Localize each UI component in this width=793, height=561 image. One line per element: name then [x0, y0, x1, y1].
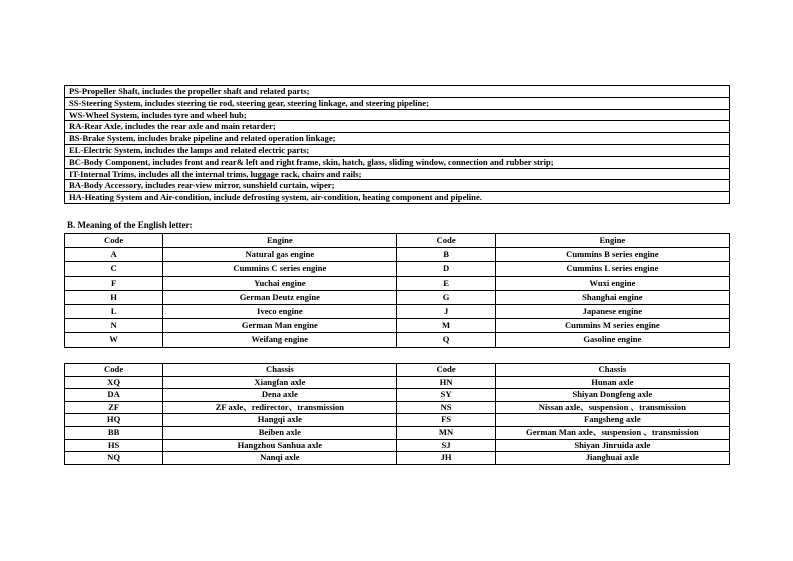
- system-description: PS-Propeller Shaft, includes the propeller shaft and related parts;: [65, 86, 730, 98]
- system-description: WS-Wheel System, includes tyre and wheel hub;: [65, 109, 730, 121]
- table-row: [65, 192, 730, 204]
- description-cell: Shiyan Jinruida axle: [495, 439, 729, 452]
- chassis-rows: [65, 376, 730, 464]
- code-cell: J: [397, 305, 495, 319]
- code-cell: F: [65, 276, 163, 290]
- description-cell: Dena axle: [163, 389, 397, 402]
- description-cell: Beiben axle: [163, 426, 397, 439]
- code-cell: N: [65, 319, 163, 333]
- table-row: [65, 109, 730, 121]
- code-cell: HN: [397, 376, 495, 389]
- code-cell: ZF: [65, 401, 163, 414]
- system-description: BA-Body Accessory, includes rear-view mirror, sunshield curtain, wiper;: [65, 180, 730, 192]
- description-cell: Yuchai engine: [163, 276, 397, 290]
- code-cell: SY: [397, 389, 495, 402]
- table-row: [65, 376, 730, 389]
- system-description: BS-Brake System, includes brake pipeline and related operation linkage;: [65, 133, 730, 145]
- table-header-row: [65, 364, 730, 377]
- header-engine: Engine: [495, 234, 729, 248]
- table-row: [65, 276, 730, 290]
- header-code: Code: [65, 364, 163, 377]
- description-cell: Iveco engine: [163, 305, 397, 319]
- description-cell: Wuxi engine: [495, 276, 729, 290]
- code-cell: DA: [65, 389, 163, 402]
- code-cell: W: [65, 333, 163, 347]
- system-abbreviations-table: [64, 85, 730, 204]
- table-row: [65, 144, 730, 156]
- code-cell: B: [397, 248, 495, 262]
- code-cell: HQ: [65, 414, 163, 427]
- table-header-row: [65, 234, 730, 248]
- table-row: [65, 156, 730, 168]
- code-cell: FS: [397, 414, 495, 427]
- table-row: [65, 248, 730, 262]
- code-cell: NQ: [65, 452, 163, 465]
- code-cell: HS: [65, 439, 163, 452]
- description-cell: German Man axle、suspension 、transmission: [495, 426, 729, 439]
- table-row: [65, 452, 730, 465]
- description-cell: ZF axle、redirector、transmission: [163, 401, 397, 414]
- description-cell: Fangsheng axle: [495, 414, 729, 427]
- code-cell: BB: [65, 426, 163, 439]
- code-cell: L: [65, 305, 163, 319]
- description-cell: Nissan axle、suspension 、transmission: [495, 401, 729, 414]
- code-cell: G: [397, 290, 495, 304]
- table-row: [65, 262, 730, 276]
- header-code: Code: [397, 234, 495, 248]
- table-row: [65, 439, 730, 452]
- description-cell: Shiyan Dongfeng axle: [495, 389, 729, 402]
- code-cell: JH: [397, 452, 495, 465]
- description-cell: Cummins C series engine: [163, 262, 397, 276]
- code-cell: SJ: [397, 439, 495, 452]
- description-cell: German Deutz engine: [163, 290, 397, 304]
- engine-rows: [65, 248, 730, 347]
- table-row: [65, 401, 730, 414]
- table-row: [65, 305, 730, 319]
- table-row: [65, 414, 730, 427]
- system-description: RA-Rear Axle, includes the rear axle and main retarder;: [65, 121, 730, 133]
- code-cell: NS: [397, 401, 495, 414]
- table-row: [65, 333, 730, 347]
- code-cell: H: [65, 290, 163, 304]
- code-cell: XQ: [65, 376, 163, 389]
- description-cell: Cummins B series engine: [495, 248, 729, 262]
- description-cell: Cummins L series engine: [495, 262, 729, 276]
- system-description: EL-Electric System, includes the lamps and related electric parts;: [65, 144, 730, 156]
- table-row: [65, 319, 730, 333]
- code-cell: E: [397, 276, 495, 290]
- code-cell: MN: [397, 426, 495, 439]
- table-row: [65, 97, 730, 109]
- header-code: Code: [397, 364, 495, 377]
- table-row: [65, 290, 730, 304]
- code-cell: D: [397, 262, 495, 276]
- engine-code-table: [64, 233, 730, 348]
- table-row: [65, 86, 730, 98]
- system-description: IT-Internal Trims, includes all the internal trims, luggage rack, chairs and rails;: [65, 168, 730, 180]
- system-description: SS-Steering System, includes steering tie rod, steering gear, steering linkage, and steering pipeline;: [65, 97, 730, 109]
- system-rows: [65, 86, 730, 204]
- code-cell: M: [397, 319, 495, 333]
- table-row: [65, 180, 730, 192]
- description-cell: Hangzhou Sanhua axle: [163, 439, 397, 452]
- description-cell: Hunan axle: [495, 376, 729, 389]
- header-chassis: Chassis: [163, 364, 397, 377]
- table-row: [65, 168, 730, 180]
- description-cell: Weifang engine: [163, 333, 397, 347]
- system-description: HA-Heating System and Air-condition, include defrosting system, air-condition, heating component and pipeline.: [65, 192, 730, 204]
- description-cell: Natural gas engine: [163, 248, 397, 262]
- header-engine: Engine: [163, 234, 397, 248]
- table-row: [65, 426, 730, 439]
- section-b-heading: B. Meaning of the English letter:: [67, 220, 193, 230]
- table-row: [65, 389, 730, 402]
- description-cell: Jianghuai axle: [495, 452, 729, 465]
- system-description: BC-Body Component, includes front and rear& left and right frame, skin, hatch, glass, sliding window, connection and rubber strip;: [65, 156, 730, 168]
- table-row: [65, 133, 730, 145]
- description-cell: Gasoline engine: [495, 333, 729, 347]
- description-cell: Cummins M series engine: [495, 319, 729, 333]
- code-cell: Q: [397, 333, 495, 347]
- header-chassis: Chassis: [495, 364, 729, 377]
- table-row: [65, 121, 730, 133]
- description-cell: Nanqi axle: [163, 452, 397, 465]
- description-cell: Shanghai engine: [495, 290, 729, 304]
- code-cell: A: [65, 248, 163, 262]
- description-cell: Hangqi axle: [163, 414, 397, 427]
- code-cell: C: [65, 262, 163, 276]
- header-code: Code: [65, 234, 163, 248]
- chassis-code-table: [64, 363, 730, 465]
- description-cell: Xiangfan axle: [163, 376, 397, 389]
- description-cell: Japanese engine: [495, 305, 729, 319]
- description-cell: German Man engine: [163, 319, 397, 333]
